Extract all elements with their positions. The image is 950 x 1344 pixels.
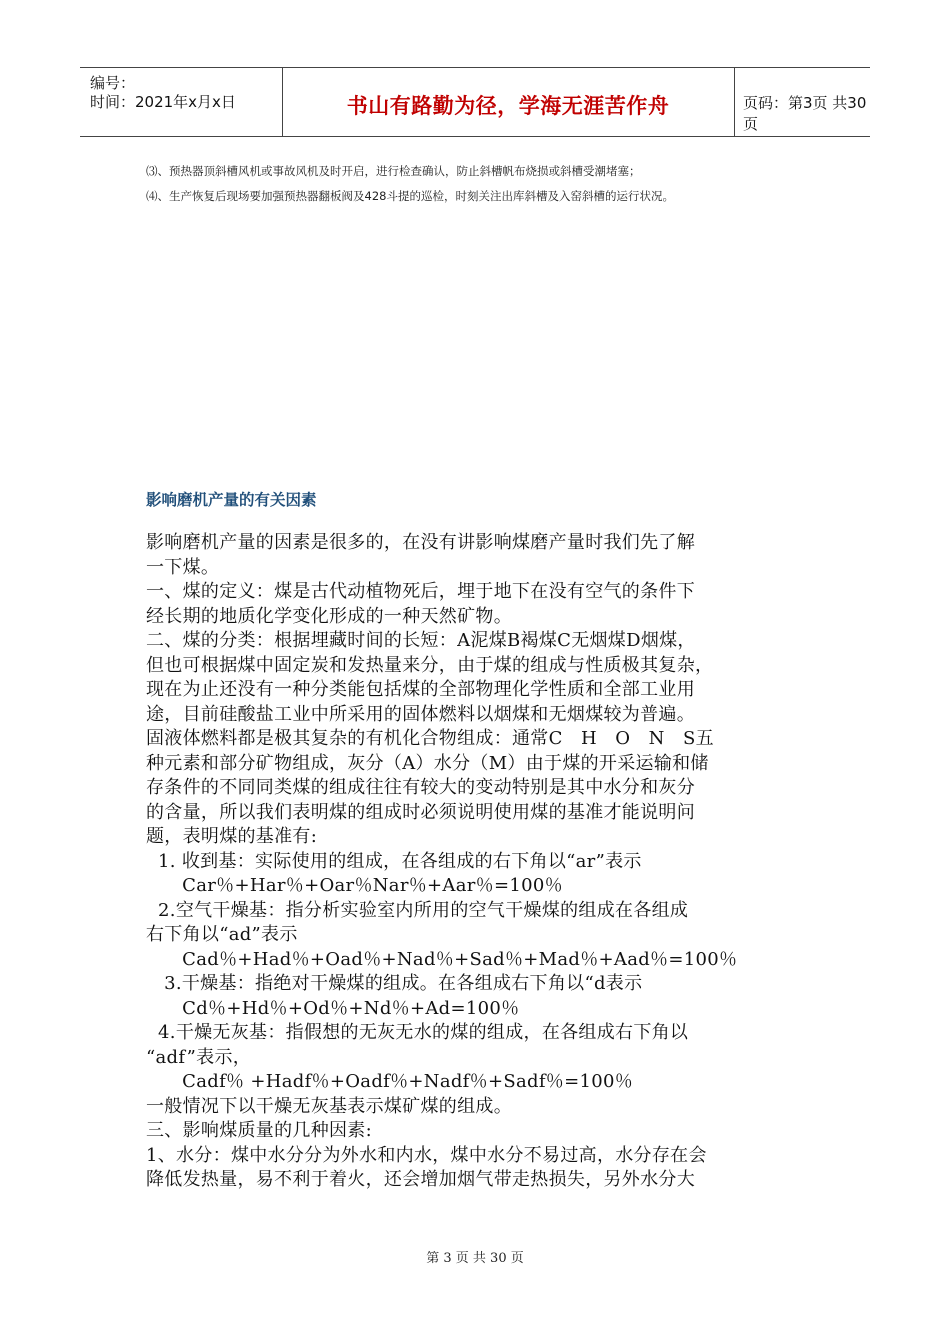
body-line: Cadf％ +Hadf％+Oadf％+Nadf％+Sadf％=100％: [146, 1071, 634, 1092]
body-line: 一般情况下以干燥无灰基表示煤矿煤的组成。: [146, 1095, 512, 1117]
body-line: 二、煤的分类：根据埋藏时间的长短：A泥煤B褐煤C无烟煤D烟煤，: [146, 630, 696, 651]
header-page-info: 页码：第3页 共30页: [743, 94, 867, 133]
body-line: 一下煤。: [146, 556, 220, 578]
note-line: ⑷、生产恢复后现场要加强预热器翻板阀及428斗提的巡检，时刻关注出库斜槽及入窑斜槽的运行状况。: [146, 189, 674, 203]
document-time-label: 时间：2021年x月x日: [90, 93, 236, 111]
body-line: 3.干燥基：指绝对干燥煤的组成。在各组成右下角以“d表示: [146, 973, 643, 994]
body-line: 途，目前硅酸盐工业中所采用的固体燃料以烟煤和无烟煤较为普遍。: [146, 703, 695, 725]
body-text: [146, 531, 806, 1193]
body-line: 题，表明煤的基准有:: [146, 826, 318, 847]
body-line: Cad％+Had％+Oad％+Nad％+Sad％+Mad％+Aad％=100％: [146, 948, 738, 970]
body-line: 的含量，所以我们表明煤的组成时必须说明使用煤的基准才能说明问: [146, 801, 695, 823]
header-motto: 书山有路勤为径，学海无涯苦作舟: [346, 94, 670, 118]
body-line: 2.空气干燥基：指分析实验室内所用的空气干燥煤的组成在各组成: [146, 899, 689, 921]
body-line: 一、煤的定义：煤是古代动植物死后，埋于地下在没有空气的条件下: [146, 581, 695, 602]
body-line: 三、影响煤质量的几种因素:: [146, 1120, 372, 1141]
body-line: Car％+Har％+Oar％Nar％+Aar％=100％: [146, 875, 563, 896]
page-footer: 第 3 页 共 30 页: [426, 1251, 524, 1266]
body-line: 经长期的地质化学变化形成的一种天然矿物。: [146, 605, 512, 627]
body-line: 影响磨机产量的因素是很多的，在没有讲影响煤磨产量时我们先了解: [146, 532, 695, 553]
document-number-label: 编号：: [90, 74, 136, 92]
header-right-cell: [735, 68, 870, 136]
body-line: 但也可根据煤中固定炭和发热量来分，由于煤的组成与性质极其复杂，: [146, 654, 714, 676]
page-header: [80, 67, 870, 137]
section-title: 影响磨机产量的有关因素: [146, 491, 317, 509]
body-line: 1. 收到基：实际使用的组成，在各组成的右下角以“ar”表示: [146, 850, 642, 872]
body-line: 现在为止还没有一种分类能包括煤的全部物理化学性质和全部工业用: [146, 679, 695, 700]
body-line: 种元素和部分矿物组成，灰分（A）水分（M）由于煤的开采运输和储: [146, 752, 709, 774]
body-line: 降低发热量，易不利于着火，还会增加烟气带走热损失，另外水分大: [146, 1169, 695, 1190]
body-line: 1、水分：煤中水分分为外水和内水，煤中水分不易过高，水分存在会: [146, 1144, 707, 1166]
body-line: 固液体燃料都是极其复杂的有机化合物组成：通常C H O N S五: [146, 728, 714, 749]
body-line: Cd％+Hd％+Od％+Nd％+Ad=100％: [146, 997, 520, 1019]
body-line: 右下角以“ad”表示: [146, 924, 298, 945]
note-line: ⑶、预热器顶斜槽风机或事故风机及时开启，进行检查确认，防止斜槽帆布烧损或斜槽受潮堵塞；: [146, 164, 641, 178]
body-line: 4.干燥无灰基：指假想的无灰无水的煤的组成，在各组成右下角以: [146, 1022, 689, 1043]
body-line: 存条件的不同同类煤的组成往往有较大的变动特别是其中水分和灰分: [146, 777, 695, 798]
header-left-cell: [80, 68, 283, 136]
header-middle-cell: [282, 68, 735, 136]
body-line: “adf”表示，: [146, 1046, 252, 1068]
